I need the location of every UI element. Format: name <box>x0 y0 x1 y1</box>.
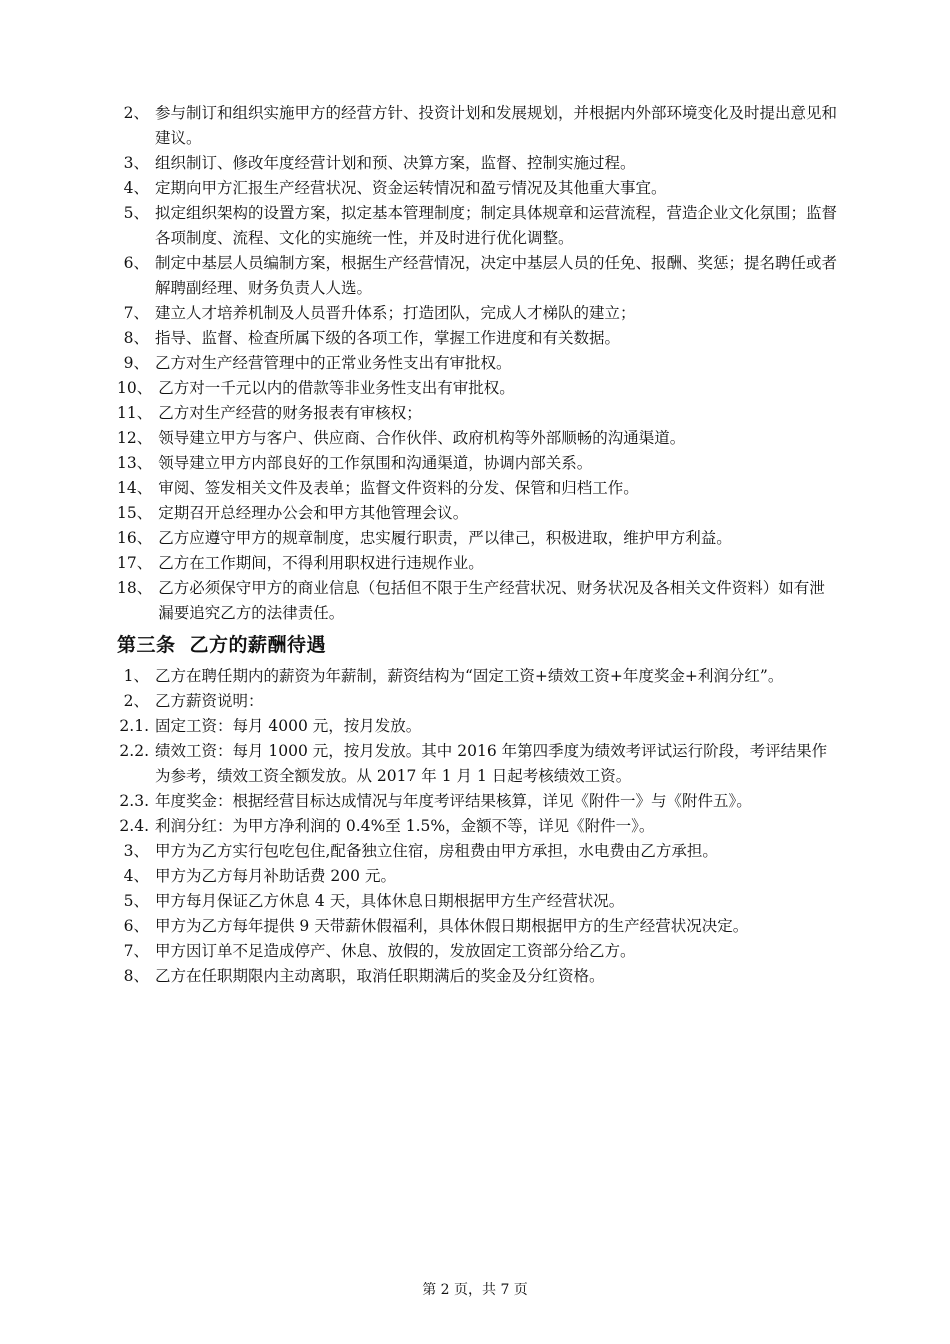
item-number: 4、 <box>123 867 149 885</box>
item-text: 乙方应遵守甲方的规章制度，忠实履行职责，严以律己，积极进取，维护甲方利益。 <box>158 529 732 547</box>
list-item <box>117 839 837 864</box>
item-number: 1、 <box>123 667 149 685</box>
list-item <box>117 889 837 914</box>
item-number: 4、 <box>123 179 149 197</box>
list-item <box>117 176 837 201</box>
item-text: 利润分红：为甲方净利润的 0.4%至 1.5%，金额不等，详见《附件一》。 <box>155 817 655 835</box>
section-heading <box>117 631 837 659</box>
item-text: 定期向甲方汇报生产经营状况、资金运转情况和盈亏情况及其他重大事宜。 <box>155 179 667 197</box>
list-item <box>117 576 837 626</box>
list-item <box>117 101 837 151</box>
item-number: 15、 <box>117 504 153 522</box>
item-number: 5、 <box>123 204 149 222</box>
item-number: 3、 <box>123 154 149 172</box>
item-number: 2.3. <box>119 792 149 810</box>
item-number: 3、 <box>123 842 149 860</box>
item-text: 甲方为乙方实行包吃包住,配备独立住宿，房租费由甲方承担，水电费由乙方承担。 <box>155 842 718 860</box>
item-text: 乙方对生产经营管理中的正常业务性支出有审批权。 <box>155 354 512 372</box>
item-text: 领导建立甲方内部良好的工作氛围和沟通渠道，协调内部关系。 <box>158 454 593 472</box>
item-number: 17、 <box>117 554 153 572</box>
item-number: 14、 <box>117 479 153 497</box>
list-item <box>117 151 837 176</box>
item-text: 定期召开总经理办公会和甲方其他管理会议。 <box>158 504 469 522</box>
item-number: 11、 <box>117 404 153 422</box>
list-item <box>117 451 837 476</box>
item-number: 2、 <box>123 692 149 710</box>
list-item <box>117 551 837 576</box>
item-text: 甲方每月保证乙方休息 4 天，具体休息日期根据甲方生产经营状况。 <box>155 892 625 910</box>
item-text: 指导、监督、检查所属下级的各项工作，掌握工作进度和有关数据。 <box>155 329 621 347</box>
list-item <box>117 789 837 814</box>
list-item <box>117 664 837 689</box>
item-number: 7、 <box>123 304 149 322</box>
item-number: 7、 <box>123 942 149 960</box>
list-item <box>117 964 837 989</box>
item-text: 制定中基层人员编制方案，根据生产经营情况，决定中基层人员的任免、报酬、奖惩；提名聘任或者解聘副经理、财务负责人人选。 <box>155 254 838 297</box>
item-text: 甲方为乙方每年提供 9 天带薪休假福利，具体休假日期根据甲方的生产经营状况决定。 <box>155 917 749 935</box>
item-text: 组织制订、修改年度经营计划和预、决算方案，监督、控制实施过程。 <box>155 154 636 172</box>
item-number: 8、 <box>123 329 149 347</box>
list-item <box>117 326 837 351</box>
list-item <box>117 939 837 964</box>
list-item <box>117 426 837 451</box>
list-item <box>117 714 837 739</box>
item-text: 甲方为乙方每月补助话费 200 元。 <box>155 867 396 885</box>
list-item <box>117 526 837 551</box>
item-text: 乙方薪资说明： <box>155 692 264 710</box>
item-number: 2.2. <box>119 742 149 760</box>
section-label: 第三条 <box>117 634 176 656</box>
list-item <box>117 401 837 426</box>
section-title: 乙方的薪酬待遇 <box>189 634 327 656</box>
list-item <box>117 501 837 526</box>
item-text: 乙方在聘任期内的薪资为年薪制，薪资结构为“固定工资+绩效工资+年度奖金+利润分红”。 <box>155 667 784 685</box>
list-item <box>117 201 837 251</box>
item-text: 甲方因订单不足造成停产、休息、放假的，发放固定工资部分给乙方。 <box>155 942 636 960</box>
list-item <box>117 376 837 401</box>
duties-list <box>117 101 837 626</box>
item-number: 2、 <box>123 104 149 122</box>
item-text: 固定工资：每月 4000 元，按月发放。 <box>155 717 422 735</box>
item-text: 参与制订和组织实施甲方的经营方针、投资计划和发展规划，并根据内外部环境变化及时提出意见和建议。 <box>155 104 838 147</box>
item-number: 9、 <box>123 354 149 372</box>
item-text: 乙方对生产经营的财务报表有审核权； <box>158 404 422 422</box>
item-number: 12、 <box>117 429 153 447</box>
item-number: 2.4. <box>119 817 149 835</box>
item-number: 6、 <box>123 254 149 272</box>
item-text: 乙方对一千元以内的借款等非业务性支出有审批权。 <box>158 379 515 397</box>
item-text: 审阅、签发相关文件及表单；监督文件资料的分发、保管和归档工作。 <box>158 479 639 497</box>
item-text: 乙方必须保守甲方的商业信息（包括但不限于生产经营状况、财务状况及各相关文件资料）如有泄漏要追究乙方的法律责任。 <box>158 579 825 622</box>
item-text: 乙方在任职期限内主动离职，取消任职期满后的奖金及分红资格。 <box>155 967 605 985</box>
item-text: 领导建立甲方与客户、供应商、合作伙伴、政府机构等外部顺畅的沟通渠道。 <box>158 429 686 447</box>
item-number: 2.1. <box>119 717 149 735</box>
item-number: 13、 <box>117 454 153 472</box>
item-text: 乙方在工作期间，不得利用职权进行违规作业。 <box>158 554 484 572</box>
list-item <box>117 351 837 376</box>
list-item <box>117 739 837 789</box>
item-text: 建立人才培养机制及人员晋升体系；打造团队，完成人才梯队的建立； <box>155 304 636 322</box>
list-item <box>117 476 837 501</box>
item-text: 绩效工资：每月 1000 元，按月发放。其中 2016 年第四季度为绩效考评试运行阶段，考评结果作为参考，绩效工资全额发放。从 2017 年 1 月 1 日起考核绩效工资。 <box>155 742 828 785</box>
list-item <box>117 251 837 301</box>
item-number: 8、 <box>123 967 149 985</box>
salary-list <box>117 664 837 989</box>
item-number: 5、 <box>123 892 149 910</box>
item-text: 年度奖金：根据经营目标达成情况与年度考评结果核算，详见《附件一》与《附件五》。 <box>155 792 752 810</box>
list-item <box>117 689 837 714</box>
item-number: 10、 <box>117 379 153 397</box>
list-item <box>117 914 837 939</box>
list-item <box>117 301 837 326</box>
page-footer: 第 2 页，共 7 页 <box>422 1282 528 1298</box>
item-text: 拟定组织架构的设置方案，拟定基本管理制度；制定具体规章和运营流程，营造企业文化氛围；监督各项制度、流程、文化的实施统一性，并及时进行优化调整。 <box>155 204 838 247</box>
item-number: 16、 <box>117 529 153 547</box>
item-number: 18、 <box>117 579 153 597</box>
item-number: 6、 <box>123 917 149 935</box>
list-item <box>117 864 837 889</box>
list-item <box>117 814 837 839</box>
document-content <box>117 101 837 989</box>
